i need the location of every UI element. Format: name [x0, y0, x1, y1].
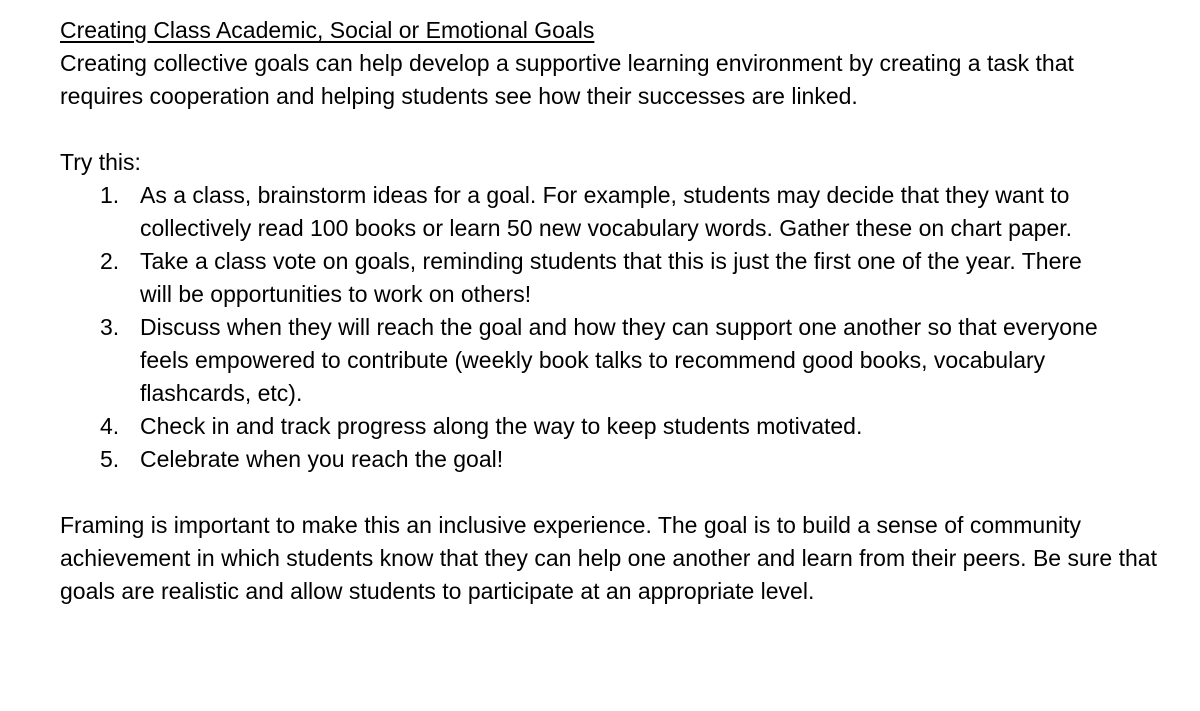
step-number: 3. — [100, 314, 120, 340]
document-heading: Creating Class Academic, Social or Emotional Goals — [60, 17, 595, 43]
step-number: 2. — [100, 248, 120, 274]
list-item — [60, 410, 1160, 443]
list-item — [60, 245, 1160, 311]
step-text: As a class, brainstorm ideas for a goal. For example, students may decide that they want to collectively read 100 books or learn 50 new vocabulary words. Gather these on chart paper. — [140, 182, 1073, 241]
step-number: 5. — [100, 446, 120, 472]
closing-paragraph: Framing is important to make this an inclusive experience. The goal is to build a sense of community achievement in which students know that they can help one another and learn from their peers. Be sure that goals are realistic and allow students to participate at an appropriate level. — [60, 512, 1157, 604]
step-text: Celebrate when you reach the goal! — [140, 446, 504, 472]
step-number: 1. — [100, 182, 120, 208]
spacer — [60, 476, 1160, 509]
step-text: Take a class vote on goals, reminding students that this is just the first one of the year. There will be opportunities to work on others! — [140, 248, 1082, 307]
step-text: Discuss when they will reach the goal and how they can support one another so that everyone feels empowered to contribute (weekly book talks to recommend good books, vocabulary flashcards, etc). — [140, 314, 1098, 406]
list-item — [60, 179, 1160, 245]
try-this-label: Try this: — [60, 149, 141, 175]
steps-list — [60, 179, 1160, 476]
intro-paragraph: Creating collective goals can help develop a supportive learning environment by creating a task that requires cooperation and helping students see how their successes are linked. — [60, 50, 1074, 109]
list-item — [60, 311, 1160, 410]
list-item — [60, 443, 1160, 476]
step-number: 4. — [100, 413, 120, 439]
step-text: Check in and track progress along the way to keep students motivated. — [140, 413, 863, 439]
spacer — [60, 113, 1160, 146]
document-body — [60, 14, 1160, 608]
